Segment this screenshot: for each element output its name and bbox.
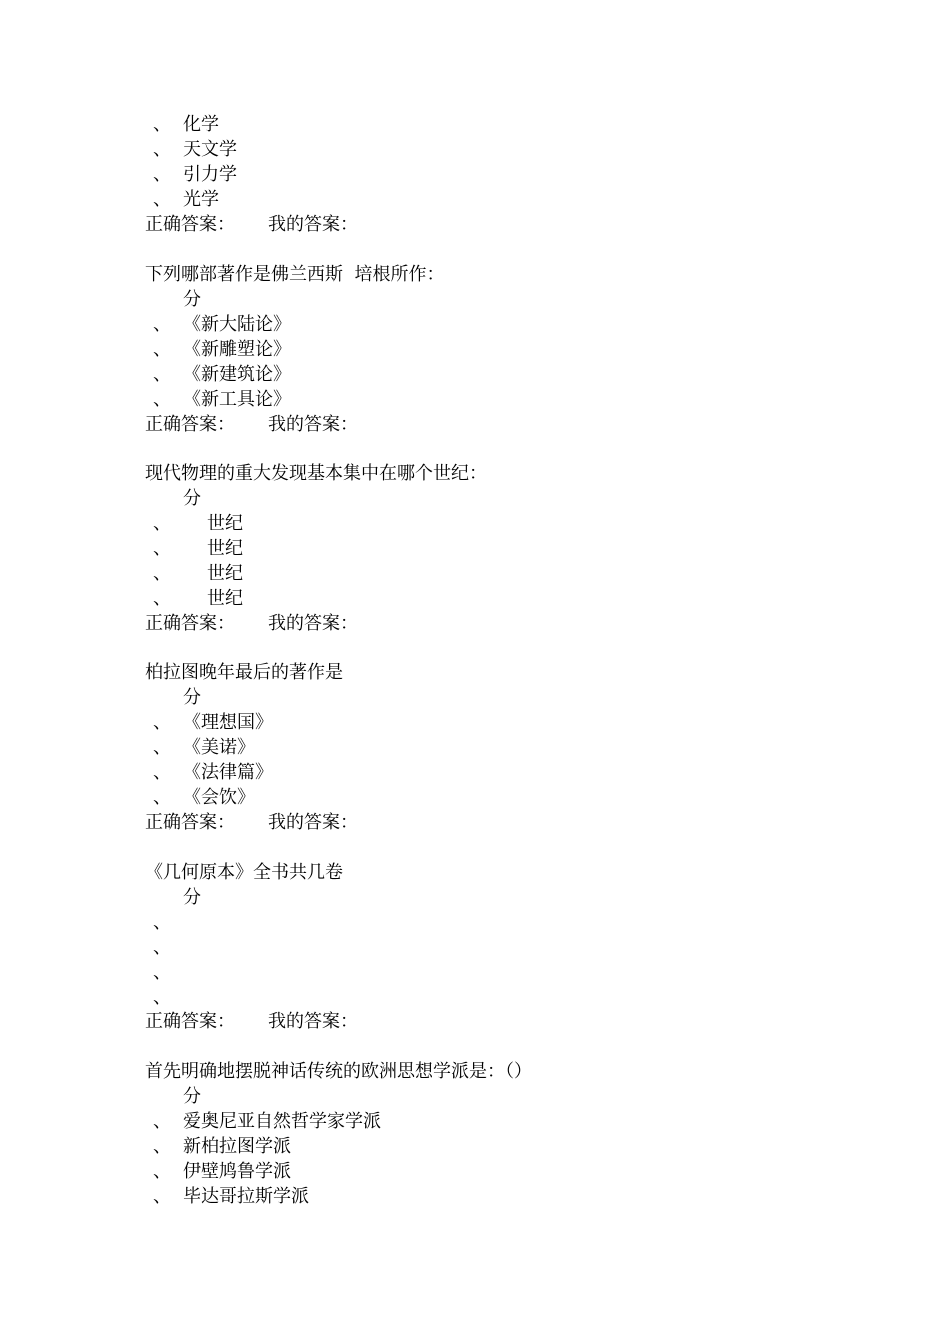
option-mark: 、: [153, 563, 171, 584]
option-mark: 、: [153, 389, 171, 410]
option-text: 化学: [183, 114, 219, 135]
option-text: 天文学: [183, 139, 237, 160]
option-mark: 、: [153, 962, 171, 983]
option-mark: 、: [153, 588, 171, 609]
option-mark: 、: [153, 513, 171, 534]
question-text: 首先明确地摆脱神话传统的欧洲思想学派是：（）: [145, 1061, 532, 1082]
score-label: 分: [183, 1086, 201, 1107]
option-text: 引力学: [183, 164, 237, 185]
option-text: 《新雕塑论》: [183, 339, 291, 360]
option-mark: 、: [153, 1111, 171, 1132]
option-mark: 、: [153, 712, 171, 733]
score-label: 分: [183, 887, 201, 908]
option-mark: 、: [153, 164, 171, 185]
option-mark: 、: [153, 538, 171, 559]
my-answer-label: 我的答案：: [268, 613, 358, 634]
option-mark: 、: [153, 114, 171, 135]
my-answer-label: 我的答案：: [268, 414, 358, 435]
option-mark: 、: [153, 339, 171, 360]
option-text: 《新工具论》: [183, 389, 291, 410]
option-text: 爱奥尼亚自然哲学家学派: [183, 1111, 381, 1132]
option-mark: 、: [153, 937, 171, 958]
option-mark: 、: [153, 762, 171, 783]
option-text: 世纪: [207, 538, 243, 559]
correct-answer-label: 正确答案：: [145, 812, 235, 833]
option-text: 《美诺》: [183, 737, 255, 758]
option-text: 世纪: [207, 513, 243, 534]
my-answer-label: 我的答案：: [268, 1011, 358, 1032]
question-text: 下列哪部著作是佛兰西斯 培根所作：: [145, 264, 445, 285]
correct-answer-label: 正确答案：: [145, 414, 235, 435]
score-label: 分: [183, 289, 201, 310]
option-text: 《新大陆论》: [183, 314, 291, 335]
correct-answer-label: 正确答案：: [145, 613, 235, 634]
option-mark: 、: [153, 1186, 171, 1207]
question-text: 《几何原本》全书共几卷: [145, 862, 343, 883]
option-text: 光学: [183, 189, 219, 210]
option-mark: 、: [153, 1161, 171, 1182]
option-text: 世纪: [207, 588, 243, 609]
my-answer-label: 我的答案：: [268, 214, 358, 235]
option-mark: 、: [153, 139, 171, 160]
option-mark: 、: [153, 1136, 171, 1157]
option-text: 《会饮》: [183, 787, 255, 808]
score-label: 分: [183, 687, 201, 708]
option-text: 《理想国》: [183, 712, 273, 733]
correct-answer-label: 正确答案：: [145, 214, 235, 235]
option-mark: 、: [153, 737, 171, 758]
option-mark: 、: [153, 987, 171, 1008]
option-text: 毕达哥拉斯学派: [183, 1186, 309, 1207]
option-text: 伊壁鸠鲁学派: [183, 1161, 291, 1182]
option-text: 新柏拉图学派: [183, 1136, 291, 1157]
option-mark: 、: [153, 364, 171, 385]
question-text: 现代物理的重大发现基本集中在哪个世纪：: [145, 463, 487, 484]
score-label: 分: [183, 488, 201, 509]
option-text: 《法律篇》: [183, 762, 273, 783]
question-text: 柏拉图晚年最后的著作是: [145, 662, 343, 683]
option-mark: 、: [153, 314, 171, 335]
option-mark: 、: [153, 912, 171, 933]
option-text: 《新建筑论》: [183, 364, 291, 385]
option-mark: 、: [153, 189, 171, 210]
option-mark: 、: [153, 787, 171, 808]
correct-answer-label: 正确答案：: [145, 1011, 235, 1032]
option-text: 世纪: [207, 563, 243, 584]
my-answer-label: 我的答案：: [268, 812, 358, 833]
